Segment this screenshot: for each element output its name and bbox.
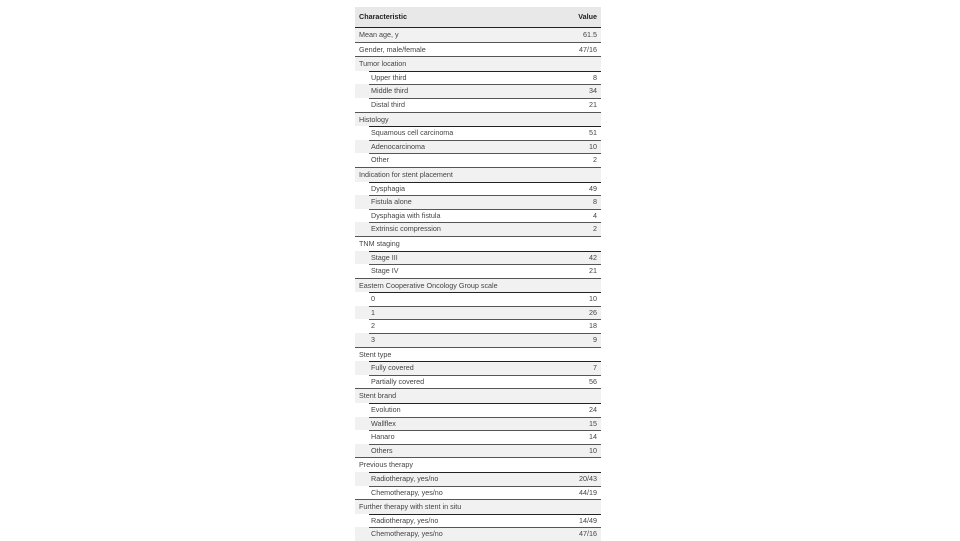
- table-row: [355, 417, 601, 431]
- row-value: 34: [589, 86, 597, 96]
- row-label: Other: [371, 155, 389, 165]
- row-value: 44/19: [579, 487, 597, 497]
- row-label: Wallflex: [371, 418, 396, 428]
- table-row: [355, 403, 601, 417]
- row-label: Middle third: [371, 86, 409, 96]
- table-section-row: [355, 347, 601, 362]
- table-row: [355, 222, 601, 236]
- row-value: 24: [589, 405, 597, 415]
- row-value: 10: [589, 445, 597, 455]
- characteristics-table: [355, 7, 601, 541]
- table-row: [355, 195, 601, 209]
- table-row: [355, 153, 601, 167]
- row-value: 10: [589, 141, 597, 151]
- row-label: Squamous cell carcinoma: [371, 128, 454, 138]
- row-value: 61.5: [583, 30, 597, 39]
- table-section-row: [355, 236, 601, 251]
- table-header-row: [355, 7, 601, 28]
- row-label: Tumor location: [359, 59, 407, 69]
- row-label: Stage IV: [371, 266, 399, 276]
- row-label: Stent type: [359, 349, 392, 359]
- row-label: Upper third: [371, 72, 407, 82]
- row-label: 0: [371, 294, 375, 304]
- row-label: Dysphagia: [371, 183, 405, 193]
- table-row: [355, 430, 601, 444]
- table-row: [355, 514, 601, 528]
- header-characteristic: Characteristic: [359, 12, 407, 21]
- table-row: [355, 251, 601, 265]
- row-label: Others: [371, 445, 393, 455]
- row-label: Dysphagia with fistula: [371, 210, 441, 220]
- row-value: 18: [589, 321, 597, 331]
- table-section-row: [355, 56, 601, 71]
- row-value: 15: [589, 418, 597, 428]
- table-section-row: [355, 278, 601, 293]
- row-value: 7: [593, 363, 597, 373]
- row-label: Hanaro: [371, 432, 395, 442]
- table-row: [355, 375, 601, 389]
- table-row: [355, 209, 601, 223]
- row-value: 21: [589, 266, 597, 276]
- table-row: [355, 292, 601, 306]
- row-label: Partially covered: [371, 376, 425, 386]
- row-value: 8: [593, 72, 597, 82]
- row-label: Previous therapy: [359, 460, 413, 470]
- table-row: [355, 126, 601, 140]
- row-value: 51: [589, 128, 597, 138]
- row-label: Stage III: [371, 252, 398, 262]
- table-row: [355, 306, 601, 320]
- table-row: [355, 486, 601, 500]
- row-value: 2: [593, 155, 597, 165]
- row-value: 21: [589, 99, 597, 109]
- row-label: 1: [371, 307, 375, 317]
- row-label: Fully covered: [371, 363, 414, 373]
- table-row: [355, 361, 601, 375]
- table-row: [355, 140, 601, 154]
- row-label: 3: [371, 335, 375, 345]
- row-label: Indication for stent placement: [359, 169, 453, 179]
- table-section-row: [355, 457, 601, 472]
- row-label: Evolution: [371, 405, 401, 415]
- row-value: 8: [593, 197, 597, 207]
- row-label: Eastern Cooperative Oncology Group scale: [359, 280, 498, 290]
- table-row: [355, 444, 601, 458]
- table-row: [355, 84, 601, 98]
- table-row: [355, 42, 601, 57]
- row-label: Gender, male/female: [359, 44, 426, 54]
- table-row: [355, 333, 601, 347]
- row-label: Stent brand: [359, 391, 397, 401]
- row-value: 20/43: [579, 474, 597, 483]
- row-value: 47/16: [579, 44, 597, 54]
- row-label: Mean age, y: [359, 30, 399, 39]
- row-value: 14/49: [579, 515, 597, 525]
- header-value: Value: [578, 12, 597, 21]
- row-label: Chemotherapy, yes/no: [371, 529, 443, 539]
- table-row: [355, 472, 601, 486]
- row-value: 4: [593, 210, 597, 220]
- row-label: Distal third: [371, 99, 405, 109]
- table-section-row: [355, 167, 601, 182]
- row-value: 14: [589, 432, 597, 442]
- row-value: 9: [593, 335, 597, 345]
- table-row: [355, 527, 601, 541]
- row-label: Extrinsic compression: [371, 224, 441, 234]
- row-value: 42: [589, 252, 597, 262]
- row-label: TNM staging: [359, 238, 400, 248]
- row-label: Radiotherapy, yes/no: [371, 474, 439, 483]
- table-row: [355, 182, 601, 196]
- row-value: 56: [589, 376, 597, 386]
- table-row: [355, 319, 601, 333]
- row-value: 26: [589, 307, 597, 317]
- table-row: [355, 71, 601, 85]
- row-label: Chemotherapy, yes/no: [371, 487, 443, 497]
- table-body: [355, 28, 601, 541]
- table-row: [355, 28, 601, 42]
- table-row: [355, 264, 601, 278]
- row-label: Radiotherapy, yes/no: [371, 515, 439, 525]
- table-section-row: [355, 499, 601, 514]
- table-row: [355, 98, 601, 112]
- row-label: Further therapy with stent in situ: [359, 502, 462, 512]
- table-section-row: [355, 112, 601, 127]
- row-value: 47/16: [579, 529, 597, 539]
- row-value: 49: [589, 183, 597, 193]
- row-value: 10: [589, 294, 597, 304]
- row-label: Fistula alone: [371, 197, 412, 207]
- row-label: 2: [371, 321, 375, 331]
- table-section-row: [355, 388, 601, 403]
- row-label: Adenocarcinoma: [371, 141, 425, 151]
- row-value: 2: [593, 224, 597, 234]
- row-label: Histology: [359, 114, 389, 124]
